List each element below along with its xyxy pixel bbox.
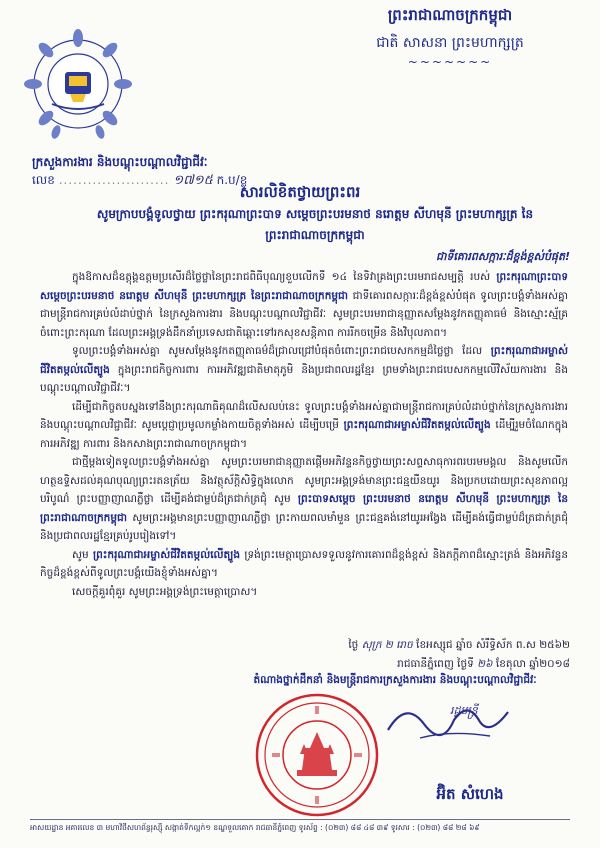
solar-date: រាជធានីភ្នំពេញ ថ្ងៃទី ២៦ ខែតុលា ឆ្នាំ២០១៨	[397, 658, 570, 670]
body-paragraph: ទូលព្រះបង្គំទាំងអស់គ្នា សូមសម្តែងនូវកតញ្ញុតាធម៌ដ៏ជ្រាលជ្រៅបំផុតចំពោះព្រះរាជបេសកកម្មដ៏ថ្លៃថ្លា ដែល ព្រះករុណាជាអម្ចាស់ជីវិតតម្កល់លើត្បូង ក្នុងព្រះរាជកិច្ចការពារ ការអភិវឌ្ឍជាតិមាតុភូមិ និងប្រជាពលរដ្ឋខ្មែរ ព្រមទាំងព្រះរាជបេសកកម្មលើវិស័យការងារ និងបណ្តុះបណ្តាលវិជ្ជាជីវៈ។	[40, 345, 569, 394]
body-paragraph: ដើម្បីជាកិច្ចតបស្នងទៅនឹងព្រះករុណាធិគុណដ៏លើសលប់នេះ ទូលព្រះបង្គំទាំងអស់គ្នាជាមន្ត្រីរាជការគ្រប់លំដាប់ថ្នាក់នៃក្រសួងការងារ និងបណ្តុះបណ្តាលវិជ្ជាជីវៈ សូមប្តេជ្ញាប្រមូលកម្លាំងកាយចិត្តទាំងអស់ ដើម្បីបម្រើ ព្រះករុណាជាអម្ចាស់ជីវិតតម្កល់លើត្បូង ដើម្បីរួមចំណែកក្នុងការអភិវឌ្ឍ ការពារ និងកសាងព្រះរាជាណាចក្រកម្ពុជា។	[40, 400, 569, 450]
signer-name: អ៊ិត សំហេង	[436, 785, 504, 803]
letter-body	[40, 268, 568, 601]
reference-dots: .......................	[58, 173, 170, 187]
official-seal-icon	[252, 690, 382, 820]
kingdom-heading: ព្រះរាជាណាចក្រកម្ពុជា	[387, 6, 513, 24]
body-paragraph: សូម ព្រះករុណាជាអម្ចាស់ជីវិតតម្កល់លើត្បូង ទ្រង់ព្រះមេត្តាប្រោសទទួលនូវការគោរពដ៏ខ្ពង់ខ្ពស់ និងភក្តីភាពដ៏ស្មោះត្រង់ និងអភិវន្ទនកិច្ចដ៏ខ្ពង់ខ្ពស់ពីទូលព្រះបង្គំយើងខ្ញុំទាំងអស់គ្នា។	[40, 548, 568, 579]
national-motto: ជាតិ សាសនា ព្រះមហាក្សត្រ	[376, 35, 524, 51]
salutation: ជាទីគោរពសក្ការៈដ៏ខ្ពង់ខ្ពស់បំផុត!	[435, 250, 570, 263]
footer-divider	[30, 819, 570, 820]
signatory-title: តំណាងថ្នាក់ដឹកនាំ និងមន្ត្រីរាជការក្រសួងការងារ និងបណ្តុះបណ្តាលវិជ្ជាជីវៈ	[253, 674, 537, 686]
ministry-name: ក្រសួងការងារ និងបណ្តុះបណ្តាលវិជ្ជាជីវៈ	[32, 155, 208, 169]
lunar-date: ថ្ងៃ សុក្រ ២ រោច ខែអស្សុជ ឆ្នាំច សំរឹទ្ធិស័ក ព.ស ២៥៦២	[348, 639, 570, 651]
reference-label: លេខ	[32, 173, 55, 187]
signature-rank: រដ្ឋមន្ត្រី	[450, 704, 478, 717]
footer-address: អាសយដ្ឋាន អគារលេខ ៣ មហាវិថីសហព័ន្ធរុស្ស៊ី សង្កាត់ទឹកល្អក់១ ខណ្ឌទួលគោក រាជធានីភ្នំពេញ ទូរស័ព្ទ : (០២៣) ៨៨ ៤៨ ៣៩ ទូរសារ : (០២៣) ៨៨ ២៨ ៦៩	[30, 823, 480, 832]
date-block	[240, 636, 570, 674]
ornament-divider: ~~~~~~~	[407, 55, 493, 69]
reference-handwritten: ១៧១៥	[173, 173, 213, 188]
document-title: សារលិខិតថ្វាយព្រះពរ	[239, 183, 361, 201]
closing-line: សេចក្តីគួរពុំគួរ សូមព្រះអង្គទ្រង់ព្រះមេត្តាប្រោស។	[72, 585, 258, 598]
body-paragraph: ជាថ្មីម្តងទៀតទូលព្រះបង្គំទាំងអស់គ្នា សូមព្រះបរមរាជានុញ្ញាតផ្តើមអភិវន្ទនកិច្ចថ្វាយព្រះសព្ទសាធុការពរបរមមង្គល និងសូមលើកហត្ថឧទ្ទិសដល់គុណបុណ្យព្រះរតនត្រ័យ និងវត្ថុស័ក្តិសិទ្ធិក្នុងលោក សូមព្រះអង្គទ្រង់មានព្រះជន្មយឺនយូរ និងប្រកបដោយព្រះសុខភាពល្អបរិបូណ៌ ព្រះបញ្ញាញាណភ្លឺថ្លា ដើម្បីគង់ជាម្លប់ដ៏ត្រជាក់ត្រជុំ សូម ព្រះបាទសម្តេច ព្រះបរមនាថ នរោត្តម សីហមុនី ព្រះមហាក្សត្រ នៃព្រះរាជាណាចក្រកម្ពុជា សូមព្រះអង្គមានព្រះបញ្ញាញាណភ្លឺថ្លា ព្រះកាយពលមាំមួន ព្រះជន្មគង់នៅយូរអង្វែង ដើម្បីគង់ធ្វើជាម្លប់ដ៏ត្រជាក់ត្រជុំ និងប្រជាពលរដ្ឋខ្មែរគ្រប់រូបរៀងទៅ។	[40, 456, 568, 542]
body-paragraph: ក្នុងឱកាសដ៏ឧត្តុង្គឧត្តមប្រសើរដ៏ថ្លៃថ្លានៃព្រះរាជពិធីបុណ្យខួបលើកទី ១៤ នៃទិវាគ្រងព្រះបរមរាជសម្បត្តិ របស់ ព្រះករុណាព្រះបាទ សម្តេចព្រះបរមនាថ នរោត្តម សីហមុនី ព្រះមហាក្សត្រ នៃព្រះរាជាណាចក្រកម្ពុជា ជាទីគោរពសក្ការៈដ៏ខ្ពង់ខ្ពស់បំផុត ទូលព្រះបង្គំទាំងអស់គ្នាជាមន្ត្រីរាជការគ្រប់លំដាប់ថ្នាក់ នៃក្រសួងការងារ និងបណ្តុះបណ្តាលវិជ្ជាជីវៈ សូមព្រះបរមរាជានុញ្ញាតសម្តែងនូវកតញ្ញុតាធម៌ និងស្មោះស្ម័គ្រចំពោះព្រះករុណា ដែលព្រះអង្គទ្រង់ដឹកនាំប្រទេសជាតិឆ្ពោះទៅរកសុខសន្តិភាព ការរីកចម្រើន និងវិបុលភាព។	[40, 271, 568, 339]
handwritten-signature	[380, 690, 520, 750]
reference-suffix: ក.ប/ខ្ល	[216, 173, 248, 187]
letter-subject: សូមក្រាបបង្គំទូលថ្វាយ ព្រះករុណាព្រះបាទ សម្តេចព្រះបរមនាថ នរោត្តម សីហមុនី ព្រះមហាក្សត្រ នៃព្រះរាជាណាចក្រកម្ពុជា	[96, 207, 534, 242]
ministry-emblem-icon	[20, 28, 136, 140]
